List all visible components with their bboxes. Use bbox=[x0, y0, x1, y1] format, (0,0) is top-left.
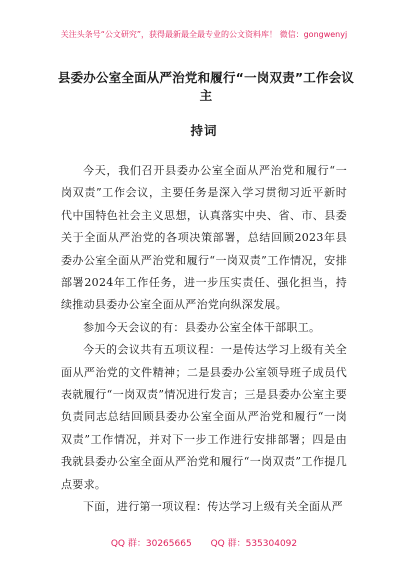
footer-contacts bbox=[0, 536, 408, 549]
document-body bbox=[61, 160, 347, 519]
paragraph-agenda: 今天的会议共有五项议程：一是传达学习上级有关全面从严治党的文件精神；二是县委办公室领导班子成员代表就履行“一岗双责”情况进行发言；三是县委办公室主要负责同志总结回顾县委办公室全面从严治党和履行“一岗双责”工作情况，并对下一步工作进行安排部署；四是由我就县委办公室全面从严治党和履行“一岗双责”工作提几点要求。 bbox=[61, 343, 347, 491]
document-title: 县委办公室全面从严治党和履行“一岗双责”工作会议主 bbox=[57, 70, 355, 103]
footer-qq-group-1: QQ 群：30265665 bbox=[110, 539, 192, 549]
paragraph-first-item: 下面，进行第一项议程：传达学习上级有关全面从严 bbox=[83, 500, 343, 514]
paragraph-attendees: 参加今天会议的有：县委办公室全体干部职工。 bbox=[83, 320, 321, 334]
paragraph-opening: 今天，我们召开县委办公室全面从严治党和履行“一岗双责”工作会议，主要任务是深入学习贯彻习近平新时代中国特色社会主义思想，认真落实中央、省、市、县委关于全面从严治党的各项决策部署，总结回顾2023年县委办公室全面从严治党和履行“一岗双责”工作情况，安排部署2024年工作任务，进一步压实责任、强化担当，持续推动县委办公室全面从严治党向纵深发展。 bbox=[61, 164, 347, 312]
footer-qq-group-2: QQ 群：535304092 bbox=[210, 539, 298, 549]
document-title-continued: 持词 bbox=[190, 123, 218, 138]
promo-header: 关注头条号“公文研究”，获得最新最全最专业的公文资料库！ 微信：gongwenyj bbox=[60, 30, 348, 39]
